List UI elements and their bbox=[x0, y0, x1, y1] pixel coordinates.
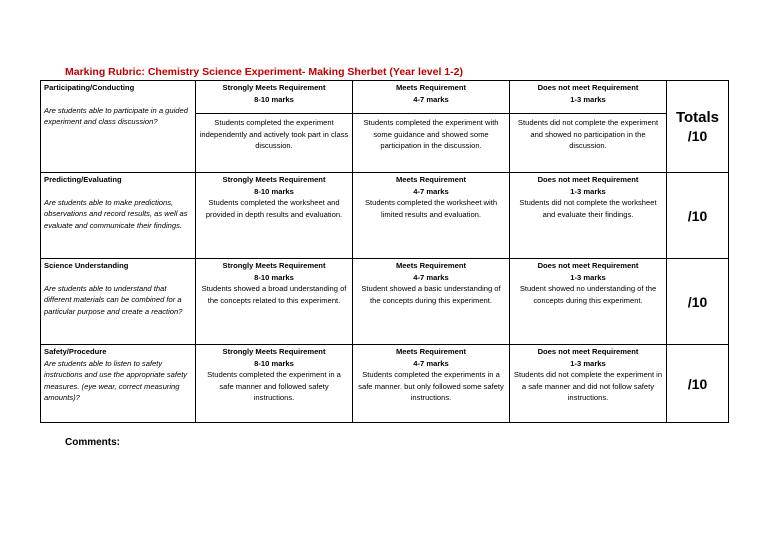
criterion-question: Are students able to understand that different materials can be combined for a particular purpose and create a reaction? bbox=[44, 283, 183, 316]
rubric-table bbox=[40, 80, 729, 423]
totals-cell bbox=[667, 173, 729, 259]
level-heading: Strongly Meets Requirement bbox=[222, 175, 326, 184]
level-cell-not-met bbox=[510, 345, 667, 423]
level-cell-not-met bbox=[510, 259, 667, 345]
level-heading: Meets Requirement bbox=[395, 347, 467, 356]
level-marks: 4-7 marks bbox=[413, 358, 449, 368]
level-marks: 1-3 marks bbox=[570, 94, 606, 104]
level-heading: Strongly Meets Requirement bbox=[222, 261, 326, 270]
level-heading: Strongly Meets Requirement bbox=[222, 83, 326, 92]
level-cell-strong bbox=[196, 345, 353, 423]
level-marks: 4-7 marks bbox=[413, 94, 449, 104]
level-marks: 4-7 marks bbox=[413, 186, 449, 196]
criterion-cell bbox=[41, 173, 196, 259]
level-heading: Does not meet Requirement bbox=[537, 261, 639, 270]
criterion-title: Predicting/Evaluating bbox=[44, 175, 122, 184]
totals-cell bbox=[667, 259, 729, 345]
rubric-title: Marking Rubric: Chemistry Science Experiment- Making Sherbet (Year level 1-2) bbox=[65, 66, 463, 78]
criterion-cell bbox=[41, 259, 196, 345]
level-heading: Does not meet Requirement bbox=[537, 83, 639, 92]
level-heading: Meets Requirement bbox=[395, 175, 467, 184]
level-marks: 1-3 marks bbox=[570, 186, 606, 196]
level-description: Students completed the worksheet with limited results and evaluation. bbox=[364, 198, 498, 219]
level-description: Student showed a basic understanding of the concepts during this experiment. bbox=[361, 284, 501, 305]
score-out-of-ten: /10 bbox=[687, 207, 708, 224]
level-heading: Does not meet Requirement bbox=[537, 175, 639, 184]
level-cell-not-met bbox=[510, 81, 667, 173]
level-cell-meets bbox=[353, 345, 510, 423]
level-marks: 8-10 marks bbox=[254, 186, 294, 196]
level-marks: 4-7 marks bbox=[413, 272, 449, 282]
comments-label: Comments: bbox=[65, 437, 121, 448]
level-cell-strong bbox=[196, 173, 353, 259]
totals-cell bbox=[667, 345, 729, 423]
totals-cell bbox=[667, 81, 729, 173]
criterion-title: Participating/Conducting bbox=[44, 83, 135, 92]
score-out-of-ten: /10 bbox=[687, 127, 708, 144]
level-marks: 1-3 marks bbox=[570, 272, 606, 282]
level-cell-not-met bbox=[510, 173, 667, 259]
level-marks: 8-10 marks bbox=[254, 358, 294, 368]
level-description: Students showed a broad understanding of the concepts related to this experiment. bbox=[201, 284, 347, 305]
score-out-of-ten: /10 bbox=[687, 293, 708, 310]
level-description: Students completed the experiments in a safe manner. but only followed some safety instructions. bbox=[358, 370, 504, 402]
criterion-cell bbox=[41, 345, 196, 423]
level-description: Students completed the experiment in a safe manner and followed safety instructions. bbox=[207, 370, 341, 402]
level-cell-meets bbox=[353, 81, 510, 173]
rubric-row-predicting bbox=[41, 173, 729, 259]
criterion-title: Science Understanding bbox=[44, 261, 129, 270]
level-marks: 1-3 marks bbox=[570, 358, 606, 368]
level-description: Students completed the experiment independently and actively took part in class discussion. bbox=[199, 118, 349, 150]
level-description: Students did not complete the experiment in a safe manner and did not follow safety instructions. bbox=[513, 370, 663, 402]
level-description: Students did not complete the worksheet and evaluate their findings. bbox=[519, 198, 657, 219]
criterion-question: Are students able to listen to safety instructions and use the appropriate safety measures. (eye wear, correct measuring amounts)? bbox=[44, 358, 188, 402]
criterion-question: Are students able to make predictions, observations and record results, as well as evaluate and communicate their findings. bbox=[44, 197, 188, 230]
level-marks: 8-10 marks bbox=[254, 272, 294, 282]
level-marks: 8-10 marks bbox=[254, 94, 294, 104]
level-description: Students did not complete the experiment and showed no participation in the discussion. bbox=[517, 118, 659, 150]
totals-heading: Totals bbox=[675, 108, 720, 126]
level-description: Students completed the experiment with some guidance and showed some participation in the discussion. bbox=[363, 118, 499, 150]
level-heading: Strongly Meets Requirement bbox=[222, 347, 326, 356]
level-heading: Meets Requirement bbox=[395, 83, 467, 92]
level-description: Students completed the worksheet and provided in depth results and evaluation. bbox=[205, 198, 343, 219]
criterion-title: Safety/Procedure bbox=[44, 347, 107, 356]
level-cell-strong bbox=[196, 259, 353, 345]
level-heading: Does not meet Requirement bbox=[537, 347, 639, 356]
level-cell-strong bbox=[196, 81, 353, 173]
criterion-cell bbox=[41, 81, 196, 173]
level-cell-meets bbox=[353, 259, 510, 345]
level-cell-meets bbox=[353, 173, 510, 259]
score-out-of-ten: /10 bbox=[687, 375, 708, 392]
criterion-question: Are students able to participate in a guided experiment and class discussion? bbox=[44, 105, 188, 126]
level-heading: Meets Requirement bbox=[395, 261, 467, 270]
rubric-row-participating bbox=[41, 81, 729, 173]
rubric-row-understanding bbox=[41, 259, 729, 345]
rubric-row-safety bbox=[41, 345, 729, 423]
level-description: Student showed no understanding of the concepts during this experiment. bbox=[519, 284, 657, 305]
